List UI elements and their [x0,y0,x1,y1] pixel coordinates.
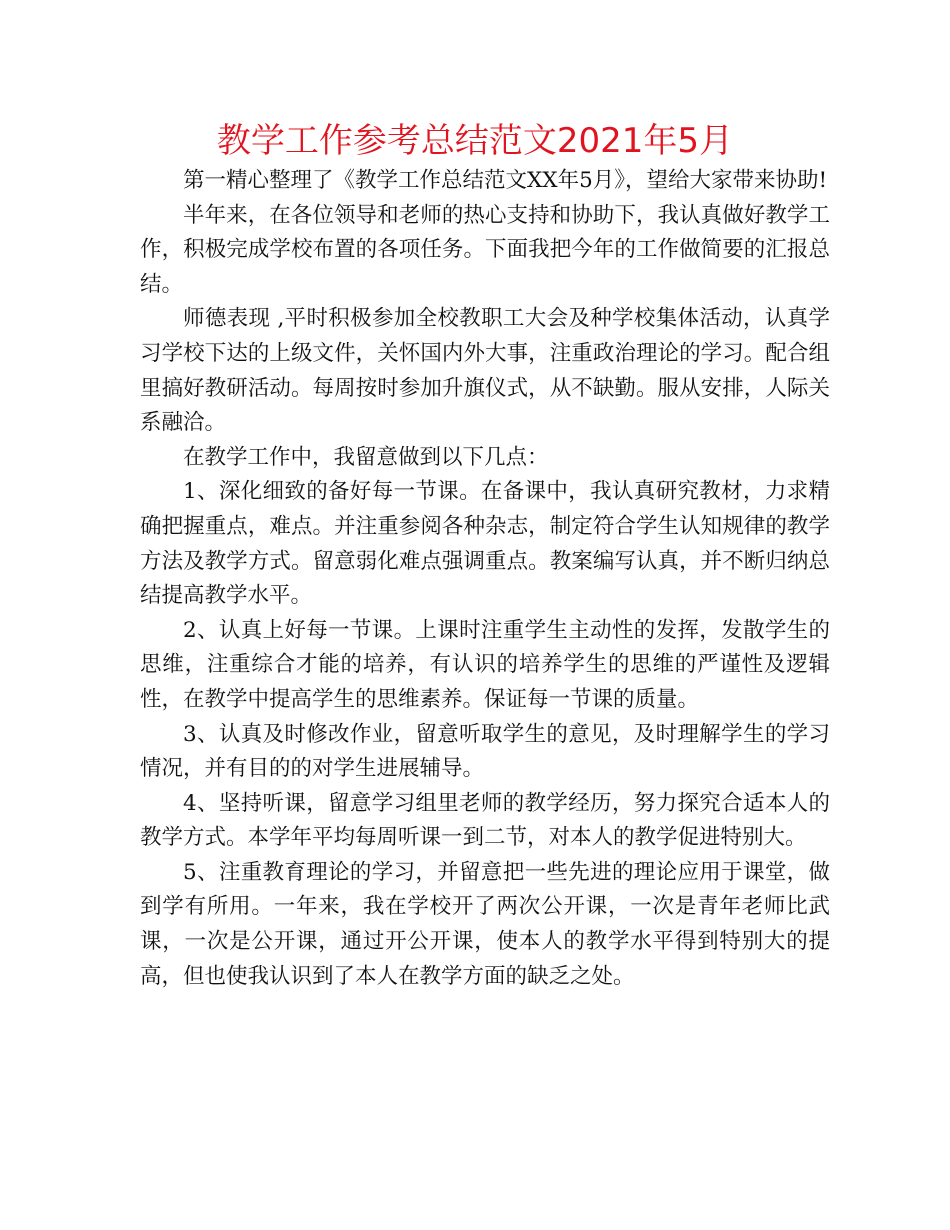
paragraph-item-5: 5、注重教育理论的学习，并留意把一些先进的理论应用于课堂，做到学有所用。一年来，我在学校开了两次公开课，一次是青年老师比武课，一次是公开课，通过开公开课，使本人的教学水平得到特别大的提高，但也使我认识到了本人在教学方面的缺乏之处。 [140,859,830,989]
paragraph-item-3: 3、认真及时修改作业，留意听取学生的意见，及时理解学生的学习情况，并有目的的对学生进展辅导。 [140,721,830,782]
paragraph-item-2: 2、认真上好每一节课。上课时注重学生主动性的发挥，发散学生的思维，注重综合才能的培养，有认识的培养学生的思维的严谨性及逻辑性，在教学中提高学生的思维素养。保证每一节课的质量。 [140,617,830,712]
paragraph-overview: 半年来，在各位领导和老师的热心支持和协助下，我认真做好教学工作，积极完成学校布置的各项任务。下面我把今年的工作做简要的汇报总结。 [140,202,830,297]
paragraph-teaching-intro: 在教学工作中，我留意做到以下几点： [183,444,549,470]
paragraph-ethics: 师德表现 ,平时积极参加全校教职工大会及种学校集体活动，认真学习学校下达的上级文件，关怀国内外大事，注重政治理论的学习。配合组里搞好教研活动。每周按时参加升旗仪式，从不缺勤。服从安排，人际关系融洽。 [140,306,830,436]
document-body [140,164,830,994]
paragraph-item-4: 4、坚持听课，留意学习组里老师的教学经历，努力探究合适本人的教学方式。本学年平均每周听课一到二节，对本人的教学促进特别大。 [140,790,830,851]
paragraph-intro: 第一精心整理了《教学工作总结范文XX年5月》，望给大家带来协助! [183,168,828,193]
document-title: 教学工作参考总结范文2021年5月 [216,121,734,161]
paragraph-item-1: 1、深化细致的备好每一节课。在备课中，我认真研究教材，力求精确把握重点，难点。并注重参阅各种杂志，制定符合学生认知规律的教学方法及教学方式。留意弱化难点强调重点。教案编写认真，并不断归纳总结提高教学水平。 [140,479,830,609]
